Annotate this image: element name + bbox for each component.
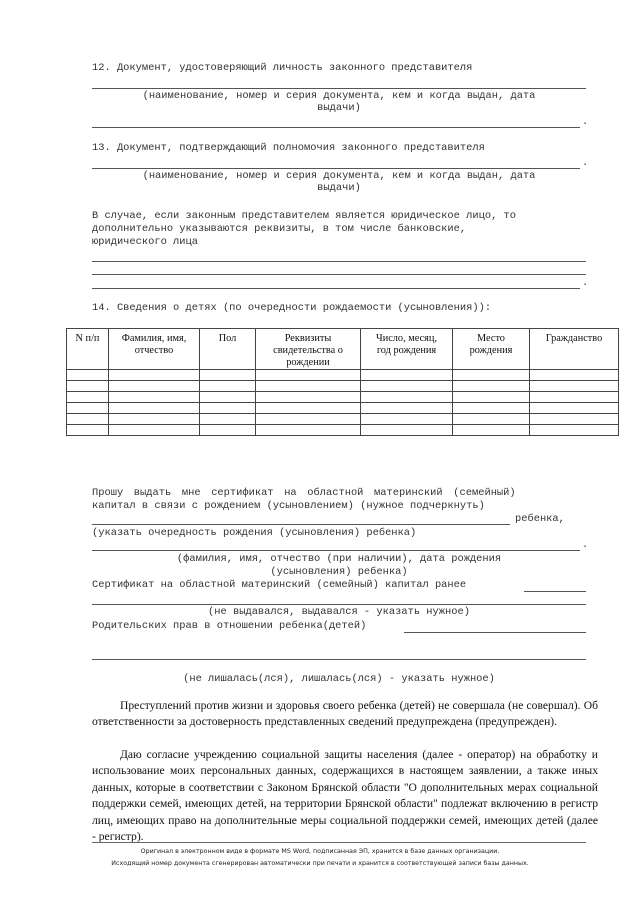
- request-child-suffix: ребенка,: [515, 513, 565, 525]
- child-name-period: .: [582, 539, 589, 551]
- children-table: [66, 328, 619, 436]
- request-line3: (указать очередность рождения (усыновления) ребенка): [92, 527, 417, 539]
- col-birthplace-header: Место рождения: [453, 329, 530, 370]
- footer-line2: Исходящий номер документа сгенерирован автоматически при печати и хранится в соответствующей записи базы данных.: [111, 860, 529, 867]
- col-birthdate-header: Число, месяц, год рождения: [361, 329, 453, 370]
- item12-hint-line2: выдачи): [317, 102, 361, 114]
- child-name-input-line[interactable]: [92, 550, 580, 551]
- col-certificate-header: Реквизиты свидетельства о рождении: [256, 329, 361, 370]
- table-row: [67, 414, 619, 425]
- table-row: [67, 425, 619, 436]
- col-sex-header: Пол: [200, 329, 256, 370]
- hint-child-name-line2: (усыновления) ребенка): [270, 566, 408, 578]
- hint-child-name-line1: (фамилия, имя, отчество (при наличии), дата рождения: [176, 553, 502, 565]
- birth-order-input-line[interactable]: [92, 524, 510, 525]
- col-number-header: N п/п: [67, 329, 109, 370]
- parental-rights-input[interactable]: [404, 632, 586, 633]
- item13-hint-line1: (наименование, номер и серия документа, кем и когда выдан, дата: [142, 170, 536, 182]
- hint-issued: (не выдавался, выдавался - указать нужное): [208, 606, 470, 618]
- col-citizenship-header: Гражданство: [530, 329, 619, 370]
- crimes-paragraph: Преступлений против жизни и здоровья своего ребенка (детей) не совершала (не совершал). Об ответственности за достоверность представленных сведений предупреждена (предупрежден).: [92, 699, 598, 729]
- legal-entity-line1: В случае, если законным представителем является юридическое лицо, то: [92, 210, 517, 222]
- certificate-earlier-input[interactable]: [524, 591, 586, 592]
- request-line1: Прошу выдать мне сертификат на областной материнский (семейный): [92, 487, 516, 499]
- table-row: [67, 403, 619, 414]
- consent-paragraph: Даю согласие учреждению социальной защиты населения (далее - оператор) на обработку и использование моих персональных данных, содержащихся в настоящем заявлении, а также иных данных, которые в соответствии с Законом Брянской области "О дополнительных мерах социальной поддержки семей, имеющих детей, на территории Брянской области" подлежат включению в регистр лиц, имеющих право на дополнительные меры социальной поддержки семей, имеющих детей (далее - регистр).: [92, 748, 598, 844]
- legal-entity-input-line2[interactable]: [92, 274, 586, 275]
- item14-label: 14. Сведения о детях (по очередности рождаемости (усыновления)):: [92, 302, 492, 314]
- legal-entity-line3: юридического лица: [92, 236, 199, 248]
- table-row: [67, 370, 619, 381]
- children-table-header-row: [67, 329, 619, 370]
- legal-entity-line2: дополнительно указываются реквизиты, в том числе банковские,: [92, 223, 467, 235]
- table-row: [67, 392, 619, 403]
- table-row: [67, 381, 619, 392]
- item13-label: 13. Документ, подтверждающий полномочия законного представителя: [92, 142, 485, 154]
- item13-period: .: [582, 157, 589, 169]
- legal-entity-input-line3[interactable]: [92, 288, 580, 289]
- request-line2: капитал в связи с рождением (усыновлением) (нужное подчеркнуть): [92, 500, 485, 512]
- parental-rights-input-line2[interactable]: [92, 659, 586, 660]
- col-fullname-header: Фамилия, имя, отчество: [109, 329, 200, 370]
- parental-rights-label: Родительских прав в отношении ребенка(детей): [92, 620, 367, 632]
- certificate-earlier-label: Сертификат на областной материнский (семейный) капитал ранее: [92, 579, 467, 591]
- footer-line1: Оригинал в электронном виде в формате MS Word, подписанная ЭП, хранится в базе данных организации.: [140, 848, 500, 855]
- item12-input-line2[interactable]: [92, 127, 580, 128]
- legal-entity-period: .: [582, 277, 589, 289]
- item12-label: 12. Документ, удостоверяющий личность законного представителя: [92, 62, 473, 74]
- footer-divider: [92, 842, 586, 843]
- item12-input-line[interactable]: [92, 88, 586, 89]
- item13-hint-line2: выдачи): [317, 182, 361, 194]
- legal-entity-input-line1[interactable]: [92, 261, 586, 262]
- item13-input-line[interactable]: [92, 168, 580, 169]
- item12-hint-line1: (наименование, номер и серия документа, кем и когда выдан, дата: [142, 90, 536, 102]
- certificate-earlier-input-line2[interactable]: [92, 604, 586, 605]
- item12-period: .: [582, 116, 589, 128]
- hint-deprived: (не лишалась(лся), лишалась(лся) - указать нужное): [183, 673, 495, 685]
